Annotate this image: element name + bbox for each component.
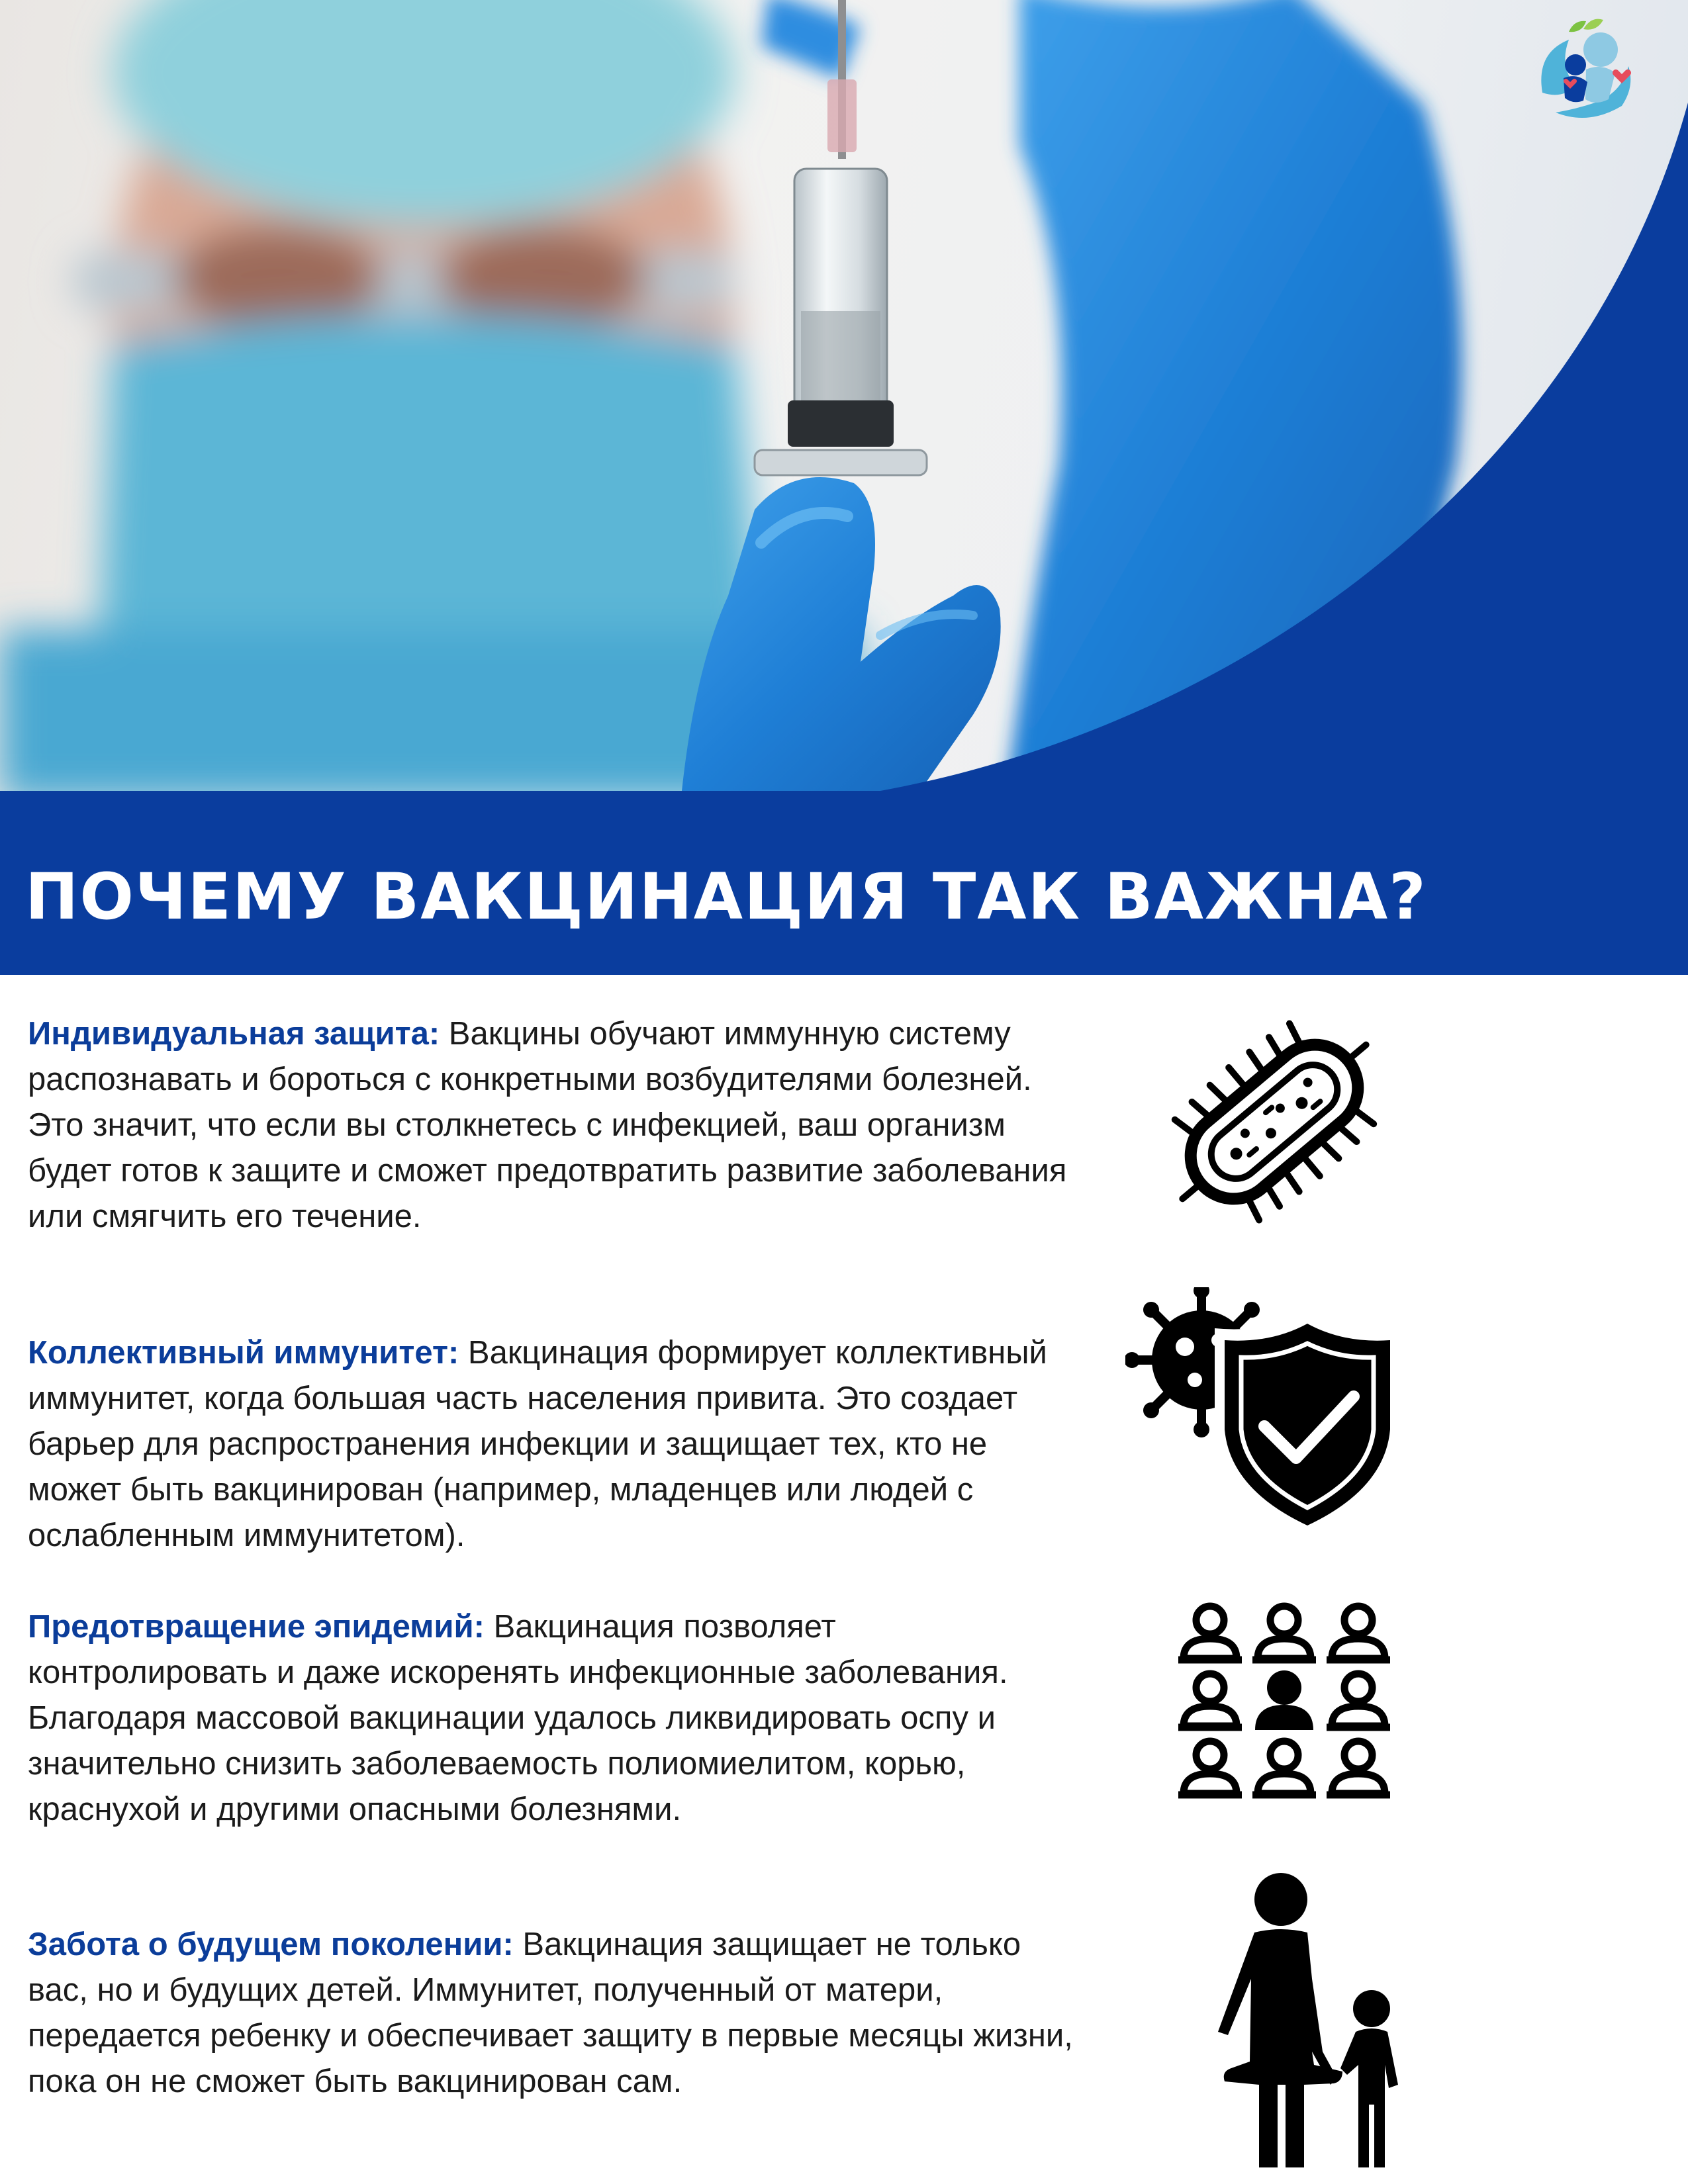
section-heading: Индивидуальная защита: (28, 1016, 440, 1052)
section-paragraph (28, 1011, 1080, 1240)
section-heading: Предотвращение эпидемий: (28, 1609, 485, 1645)
section-future-generation (28, 1922, 1080, 2105)
section-heading: Забота о будущем поколении: (28, 1927, 514, 1962)
people-grid-icon (1178, 1600, 1390, 1799)
bacteria-icon (1152, 993, 1397, 1251)
section-paragraph (28, 1604, 1080, 1833)
family-health-logo-icon (1523, 13, 1655, 126)
section-text: Вакцинация позволяет контролировать и даже искоренять инфекционные заболевания. Благодаря массовой вакцинации удалось ликвидировать оспу и значительно снизить заболеваемость полиомиелитом, корью, краснухой и другими опасными болезнями. (28, 1609, 1008, 1827)
section-heading: Коллективный иммунитет: (28, 1335, 459, 1371)
section-text: Вакцинация защищает не только вас, но и будущих детей. Иммунитет, полученный от матери, передается ребенку и обеспечивает защиту в первые месяцы жизни, пока он не сможет быть вакцинирован сам. (28, 1927, 1073, 2099)
section-epidemic-prevention (28, 1604, 1080, 1833)
mother-child-icon (1205, 1866, 1410, 2177)
doctor-with-syringe-image (0, 0, 1688, 791)
hero-photo (0, 0, 1688, 791)
title-banner (0, 791, 1688, 975)
section-collective-immunity (28, 1330, 1080, 1559)
page-title: ПОЧЕМУ ВАКЦИНАЦИЯ ТАК ВАЖНА? (25, 860, 1427, 934)
section-individual-protection (28, 1011, 1080, 1240)
virus-shield-icon (1125, 1287, 1410, 1539)
section-paragraph (28, 1922, 1080, 2105)
section-paragraph (28, 1330, 1080, 1559)
section-text: Вакцинация формирует коллективный иммунитет, когда большая часть населения привита. Это создает барьер для распространения инфекции и защищает тех, кто не может быть вакцинирован (например, младенцев или людей с ослабленным иммунитетом). (28, 1335, 1047, 1553)
syringe-image (755, 0, 927, 475)
section-text: Вакцины обучают иммунную систему распознавать и бороться с конкретными возбудителями болезней. Это значит, что если вы столкнетесь с инфекцией, ваш организм будет готов к защите и сможет предотвратить развитие заболевания или смягчить его течение. (28, 1016, 1067, 1234)
